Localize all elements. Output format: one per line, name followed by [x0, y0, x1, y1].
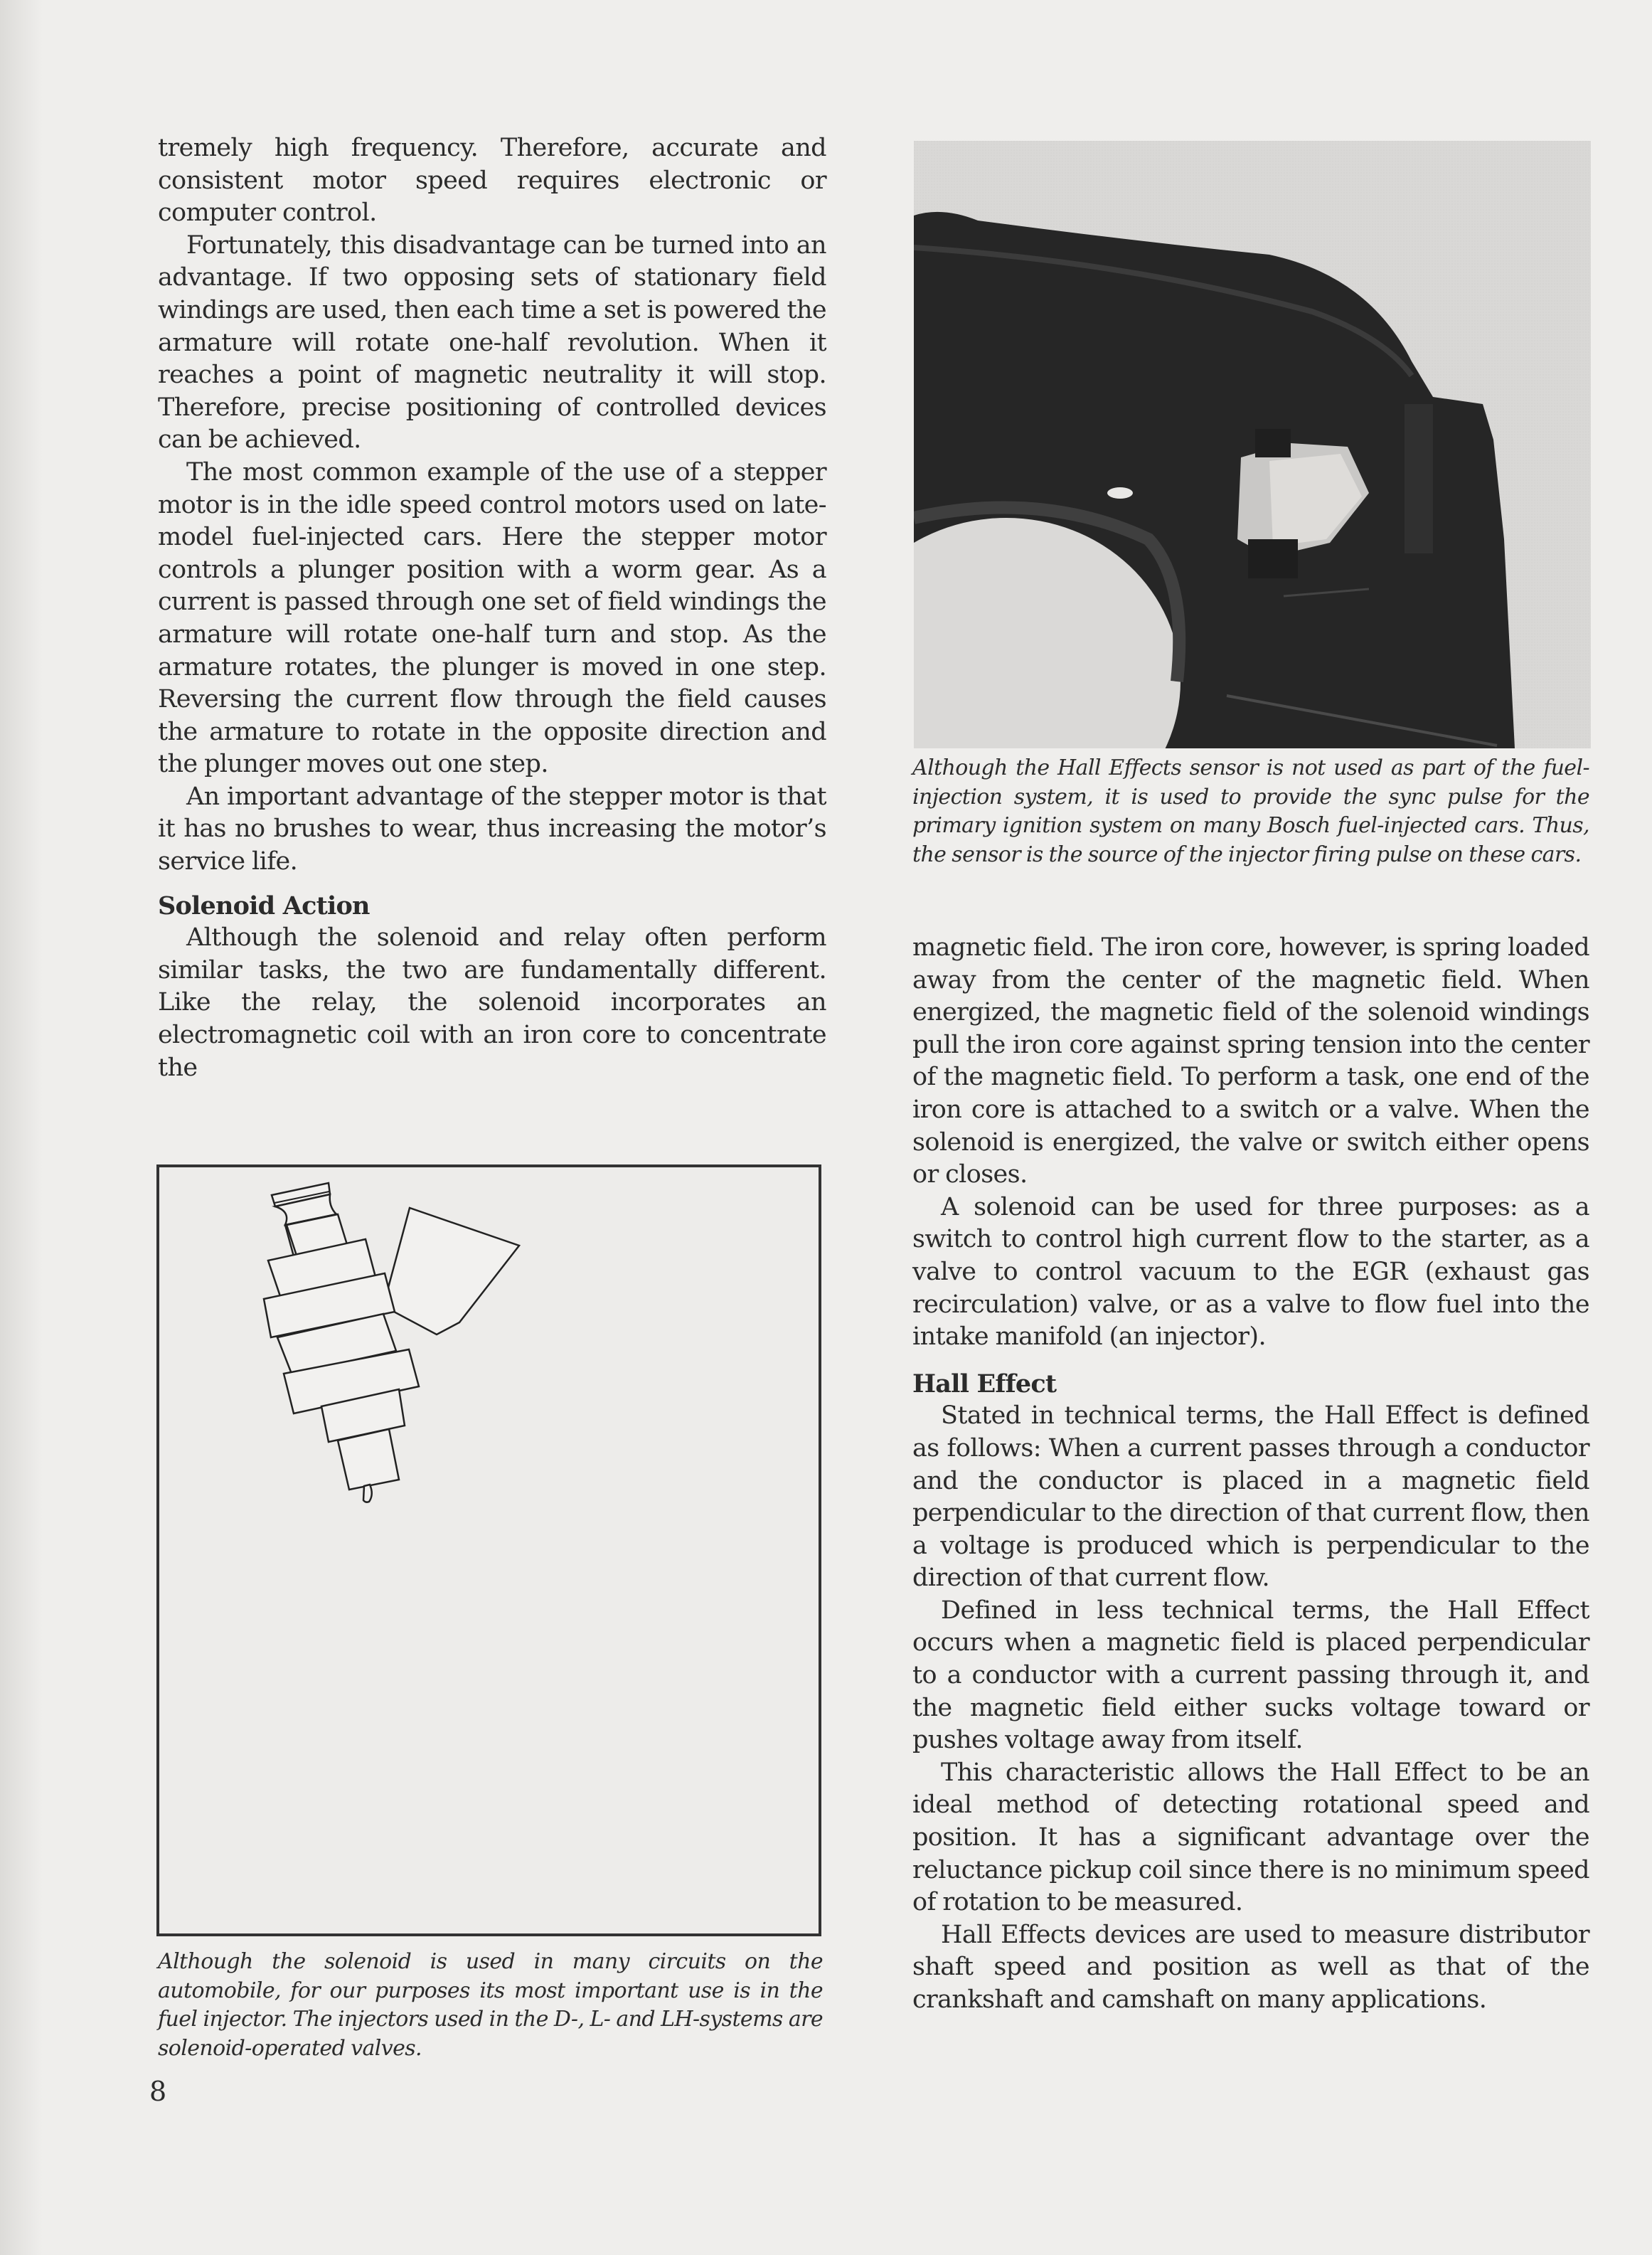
right-column — [912, 932, 1589, 2017]
fuel-injector-icon — [159, 1167, 819, 1933]
hall-sensor-photo — [914, 141, 1591, 748]
body-paragraph: Hall Effects devices are used to measure distributor shaft speed and position as well as that of the crankshaft and camshaft on many applications. — [912, 1920, 1589, 2014]
body-paragraph: The most common example of the use of a stepper motor is in the idle speed control motors used on late-model fuel-injected cars. Here the stepper motor controls a plunger position with a worm gear. As a current is passed through one set of field windings the armature will rotate one-half turn and stop. As the armature rotates, the plunger is moved in one step. Reversing the current flow through the field causes the armature to rotate in the opposite direction and the plunger moves out one step. — [158, 457, 826, 779]
section-heading-hall-effect: Hall Effect — [912, 1369, 1057, 1399]
hall-sensor-caption-block — [912, 754, 1589, 869]
page-gutter-shadow — [0, 0, 43, 2255]
body-paragraph: tremely high frequency. Therefore, accurate and consistent motor speed requires electronic or computer control. — [158, 134, 826, 228]
body-paragraph: Fortunately, this disadvantage can be turned into an advantage. If two opposing sets of stationary field windings are used, then each time a set is powered the armature will rotate one-half revolution. When it reaches a point of magnetic neutrality it will stop. Therefore, precise positioning of controlled devices can be achieved. — [158, 230, 826, 455]
body-paragraph: Although the solenoid and relay often perform similar tasks, the two are fundamentally different. Like the relay, the solenoid incorporates an electromagnetic coil with an iron core to concentrate the — [158, 923, 826, 1082]
figure-caption-injector: Although the solenoid is used in many circuits on the automobile, for our purposes its most important use is in the fuel injector. The injectors used in the D-, L- and LH-systems are solenoid-operated valves. — [158, 1949, 823, 2061]
left-column — [158, 132, 826, 1084]
body-paragraph: An important advantage of the stepper motor is that it has no brushes to wear, thus increasing the motor’s service life. — [158, 782, 826, 876]
figure-caption-hall-sensor: Although the Hall Effects sensor is not used as part of the fuel-injection system, it is used to provide the sync pulse for the primary ignition system on many Bosch fuel-injected cars. Thus, the sensor is the source of the injector firing pulse on these cars. — [912, 755, 1589, 867]
body-paragraph: magnetic field. The iron core, however, is spring loaded away from the center of the magnetic field. When energized, the magnetic field of the solenoid windings pull the iron core against spring tension into the center of the magnetic field. To perform a task, one end of the iron core is attached to a switch or a valve. When the solenoid is energized, the valve or switch either opens or closes. — [912, 933, 1589, 1189]
section-heading-solenoid-action: Solenoid Action — [158, 891, 370, 920]
injector-diagram-figure — [156, 1164, 821, 1936]
body-paragraph: Stated in technical terms, the Hall Effect is defined as follows: When a current passes through a conductor and the conductor is placed in a magnetic field perpendicular to the direction of that current flow, then a voltage is produced which is perpendicular to the direction of that current flow. — [912, 1401, 1589, 1593]
hall-effect-sensor-photo-icon — [914, 141, 1591, 748]
body-paragraph: A solenoid can be used for three purposes: as a switch to control high current flow to the starter, as a valve to control vacuum to the EGR (exhaust gas recirculation) valve, or as a valve to flow fuel into the intake manifold (an injector). — [912, 1192, 1589, 1352]
page-number: 8 — [149, 2076, 167, 2107]
body-paragraph: Defined in less technical terms, the Hall Effect occurs when a magnetic field is placed perpendicular to a conductor with a current passing through it, and the magnetic field either sucks voltage toward or pushes voltage away from itself. — [912, 1596, 1589, 1755]
injector-caption-block — [158, 1948, 823, 2063]
body-paragraph: This characteristic allows the Hall Effect to be an ideal method of detecting rotational speed and position. It has a significant advantage over the reluctance pickup coil since there is no minimum speed of rotation to be measured. — [912, 1758, 1589, 1917]
